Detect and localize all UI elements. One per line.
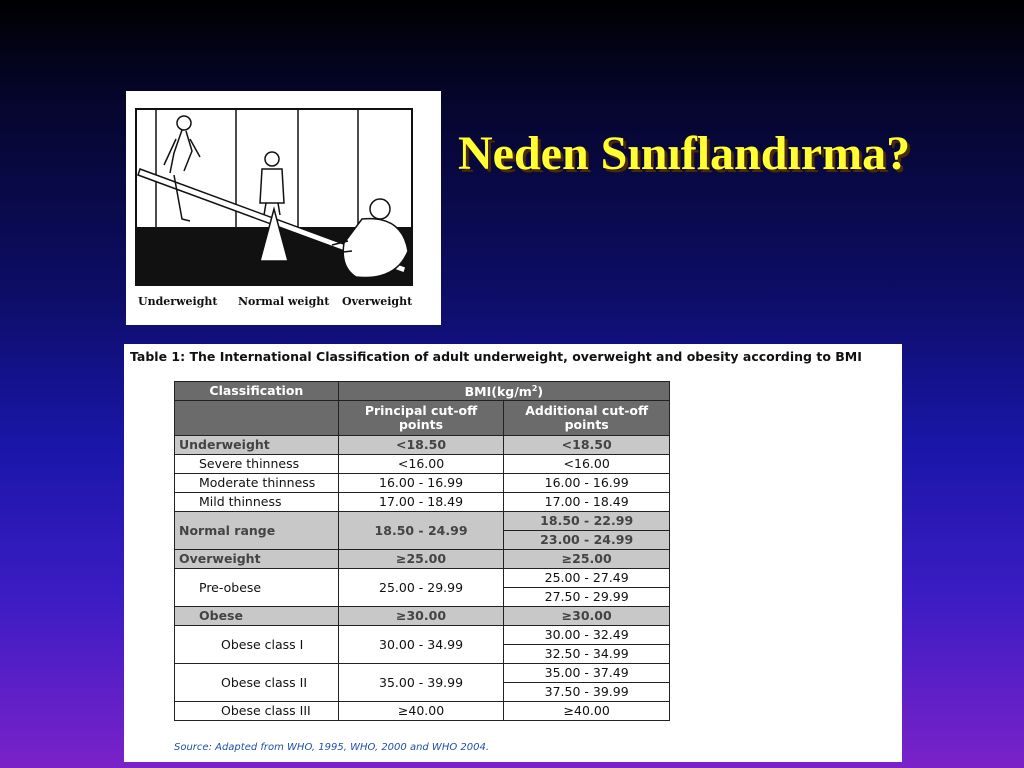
seesaw-illustration (126, 91, 441, 325)
seesaw-drawing (126, 91, 441, 325)
row-additional: ≥40.00 (504, 702, 670, 721)
row-name: Mild thinness (175, 493, 339, 512)
row-additional: 30.00 - 32.49 (504, 626, 670, 645)
table-row (175, 569, 670, 588)
row-name: Obese class III (175, 702, 339, 721)
header-blank (175, 401, 339, 436)
caption-overweight: Overweight (342, 295, 413, 308)
row-principal: 30.00 - 34.99 (338, 626, 504, 664)
bmi-table-panel (124, 344, 902, 762)
row-additional: ≥30.00 (504, 607, 670, 626)
table-subheader-row (175, 401, 670, 436)
row-name: Moderate thinness (175, 474, 339, 493)
header-bmi-close: ) (537, 384, 544, 400)
table-row (175, 664, 670, 683)
table-row (175, 550, 670, 569)
row-principal: ≥40.00 (338, 702, 504, 721)
row-additional: 16.00 - 16.99 (504, 474, 670, 493)
row-additional: 37.50 - 39.99 (504, 683, 670, 702)
row-name: Obese class I (175, 626, 339, 664)
row-name: Obese class II (175, 664, 339, 702)
row-principal: 17.00 - 18.49 (338, 493, 504, 512)
table-row (175, 702, 670, 721)
row-additional: ≥25.00 (504, 550, 670, 569)
row-principal: 18.50 - 24.99 (338, 512, 504, 550)
row-additional: 25.00 - 27.49 (504, 569, 670, 588)
table-source: Source: Adapted from WHO, 1995, WHO, 2000 and WHO 2004. (174, 742, 490, 753)
row-principal: 25.00 - 29.99 (338, 569, 504, 607)
header-principal: Principal cut-off points (338, 401, 504, 436)
table-row (175, 474, 670, 493)
row-additional: 17.00 - 18.49 (504, 493, 670, 512)
row-name: Pre-obese (175, 569, 339, 607)
row-additional: <16.00 (504, 455, 670, 474)
row-principal: 16.00 - 16.99 (338, 474, 504, 493)
table-header-row (175, 382, 670, 401)
row-additional: <18.50 (504, 436, 670, 455)
row-additional: 27.50 - 29.99 (504, 588, 670, 607)
header-bmi-sup: 2 (531, 384, 538, 394)
slide-title: Neden Sınıflandırma? (458, 127, 911, 180)
row-principal: <16.00 (338, 455, 504, 474)
table-caption: Table 1: The International Classification of adult underweight, overweight and obesity according to BMI (130, 349, 862, 364)
table-row (175, 493, 670, 512)
row-name: Obese (175, 607, 339, 626)
row-name: Normal range (175, 512, 339, 550)
row-name: Underweight (175, 436, 339, 455)
header-classification: Classification (175, 382, 339, 401)
row-principal: <18.50 (338, 436, 504, 455)
row-additional: 35.00 - 37.49 (504, 664, 670, 683)
table-row (175, 607, 670, 626)
row-principal: ≥25.00 (338, 550, 504, 569)
row-name: Severe thinness (175, 455, 339, 474)
row-additional: 32.50 - 34.99 (504, 645, 670, 664)
row-principal: ≥30.00 (338, 607, 504, 626)
table-row (175, 436, 670, 455)
header-additional: Additional cut-off points (504, 401, 670, 436)
bmi-classification-table (174, 381, 670, 721)
row-principal: 35.00 - 39.99 (338, 664, 504, 702)
row-name: Overweight (175, 550, 339, 569)
header-bmi (338, 382, 669, 401)
caption-underweight: Underweight (138, 295, 218, 308)
row-additional: 18.50 - 22.99 (504, 512, 670, 531)
header-bmi-text: BMI(kg/m (464, 384, 532, 400)
table-row (175, 455, 670, 474)
row-additional: 23.00 - 24.99 (504, 531, 670, 550)
table-row (175, 512, 670, 531)
caption-normal-weight: Normal weight (238, 295, 330, 308)
table-row (175, 626, 670, 645)
